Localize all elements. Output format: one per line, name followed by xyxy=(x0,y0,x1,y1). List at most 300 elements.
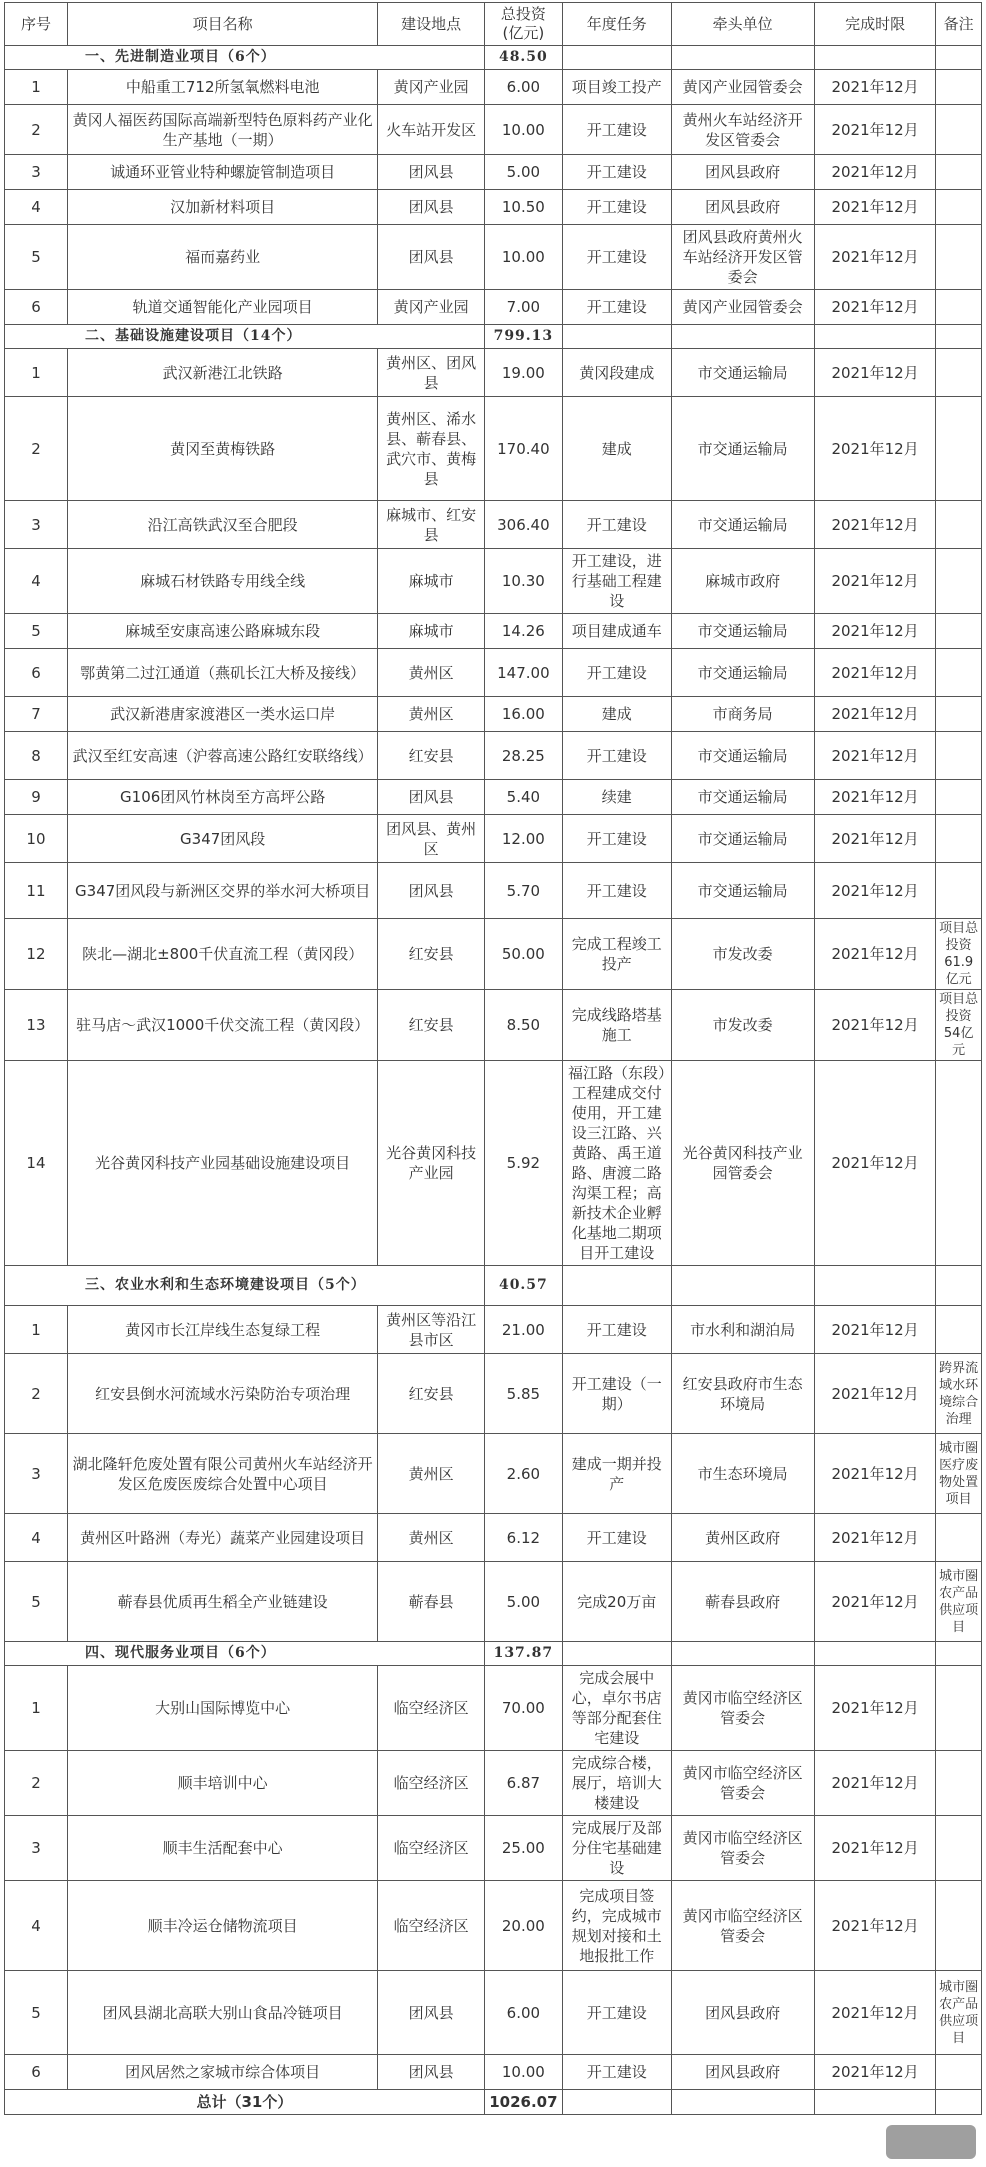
annual-task: 建成 xyxy=(562,397,671,501)
annual-task: 开工建设 xyxy=(562,190,671,225)
empty-cell xyxy=(936,46,982,70)
row-number: 1 xyxy=(5,1666,68,1751)
empty-cell xyxy=(671,1642,814,1666)
lead-unit: 市水利和湖泊局 xyxy=(671,1306,814,1354)
table-row xyxy=(5,105,982,155)
deadline: 2021年12月 xyxy=(814,697,936,732)
project-investment: 16.00 xyxy=(484,697,562,732)
section-title: 二、基础设施建设项目（14个） xyxy=(5,325,485,349)
row-number: 4 xyxy=(5,190,68,225)
row-number: 4 xyxy=(5,1514,68,1562)
project-name: 汉加新材料项目 xyxy=(67,190,377,225)
project-name: G347团风段与新洲区交界的举水河大桥项目 xyxy=(67,863,377,919)
annual-task: 完成工程竣工投产 xyxy=(562,919,671,990)
project-location: 团风县 xyxy=(378,225,484,290)
lead-unit: 市交通运输局 xyxy=(671,501,814,549)
project-investment: 10.00 xyxy=(484,225,562,290)
lead-unit: 市交通运输局 xyxy=(671,863,814,919)
deadline: 2021年12月 xyxy=(814,1562,936,1642)
deadline: 2021年12月 xyxy=(814,225,936,290)
project-location: 光谷黄冈科技产业园 xyxy=(378,1061,484,1266)
project-location: 黄冈产业园 xyxy=(378,70,484,105)
project-location: 红安县 xyxy=(378,732,484,780)
table-row xyxy=(5,1562,982,1642)
lead-unit: 光谷黄冈科技产业园管委会 xyxy=(671,1061,814,1266)
project-name: 红安县倒水河流域水污染防治专项治理 xyxy=(67,1354,377,1434)
project-location: 黄州区等沿江县市区 xyxy=(378,1306,484,1354)
lead-unit: 团风县政府黄州火车站经济开发区管委会 xyxy=(671,225,814,290)
section-header-row xyxy=(5,46,982,70)
annual-task: 开工建设 xyxy=(562,1306,671,1354)
annual-task: 项目竣工投产 xyxy=(562,70,671,105)
empty-cell xyxy=(671,1266,814,1306)
lead-unit: 黄冈市临空经济区管委会 xyxy=(671,1666,814,1751)
project-investment: 7.00 xyxy=(484,290,562,325)
row-number: 14 xyxy=(5,1061,68,1266)
row-number: 6 xyxy=(5,290,68,325)
row-number: 6 xyxy=(5,2055,68,2090)
project-investment: 10.00 xyxy=(484,2055,562,2090)
deadline: 2021年12月 xyxy=(814,614,936,649)
table-row xyxy=(5,697,982,732)
row-number: 3 xyxy=(5,1816,68,1881)
project-name: 武汉新港江北铁路 xyxy=(67,349,377,397)
col-header-name: 项目名称 xyxy=(67,3,377,46)
project-name: 沿江高铁武汉至合肥段 xyxy=(67,501,377,549)
annual-task: 开工建设 xyxy=(562,2055,671,2090)
lead-unit: 市交通运输局 xyxy=(671,397,814,501)
project-name: 陕北—湖北±800千伏直流工程（黄冈段） xyxy=(67,919,377,990)
deadline: 2021年12月 xyxy=(814,501,936,549)
remark xyxy=(936,614,982,649)
remark: 城市圈农产品供应项目 xyxy=(936,1562,982,1642)
table-row xyxy=(5,290,982,325)
table-row xyxy=(5,1354,982,1434)
project-investment: 6.12 xyxy=(484,1514,562,1562)
table-row xyxy=(5,990,982,1061)
remark xyxy=(936,863,982,919)
annual-task: 建成一期并投产 xyxy=(562,1434,671,1514)
section-header-row xyxy=(5,1642,982,1666)
annual-task: 福江路（东段）工程建成交付使用，开工建设三江路、兴黄路、禹王道路、唐渡二路沟渠工程；高新技术企业孵化基地二期项目开工建设 xyxy=(562,1061,671,1266)
deadline: 2021年12月 xyxy=(814,70,936,105)
project-location: 团风县 xyxy=(378,190,484,225)
watermark-logo xyxy=(886,2125,976,2159)
remark xyxy=(936,190,982,225)
annual-task: 开工建设 xyxy=(562,732,671,780)
project-location: 黄州区、浠水县、蕲春县、武穴市、黄梅县 xyxy=(378,397,484,501)
col-header-task: 年度任务 xyxy=(562,3,671,46)
project-investment: 6.00 xyxy=(484,1971,562,2055)
total-row xyxy=(5,2090,982,2115)
remark xyxy=(936,815,982,863)
total-label: 总计（31个） xyxy=(5,2090,485,2115)
project-location: 红安县 xyxy=(378,919,484,990)
table-row xyxy=(5,501,982,549)
row-number: 6 xyxy=(5,649,68,697)
project-name: 顺丰冷运仓储物流项目 xyxy=(67,1881,377,1971)
project-investment: 5.40 xyxy=(484,780,562,815)
annual-task: 续建 xyxy=(562,780,671,815)
row-number: 11 xyxy=(5,863,68,919)
empty-cell xyxy=(814,2090,936,2115)
lead-unit: 黄州火车站经济开发区管委会 xyxy=(671,105,814,155)
annual-task: 开工建设 xyxy=(562,1971,671,2055)
project-location: 黄州区 xyxy=(378,1434,484,1514)
section-investment: 137.87 xyxy=(484,1642,562,1666)
table-row xyxy=(5,780,982,815)
project-location: 麻城市 xyxy=(378,614,484,649)
row-number: 2 xyxy=(5,397,68,501)
deadline: 2021年12月 xyxy=(814,1354,936,1434)
project-investment: 5.85 xyxy=(484,1354,562,1434)
table-row xyxy=(5,349,982,397)
project-name: 黄冈人福医药国际高端新型特色原料药产业化生产基地（一期） xyxy=(67,105,377,155)
table-row xyxy=(5,1514,982,1562)
table-row xyxy=(5,919,982,990)
project-investment: 21.00 xyxy=(484,1306,562,1354)
remark xyxy=(936,155,982,190)
row-number: 1 xyxy=(5,1306,68,1354)
table-row xyxy=(5,1751,982,1816)
project-name: 轨道交通智能化产业园项目 xyxy=(67,290,377,325)
annual-task: 开工建设 xyxy=(562,225,671,290)
row-number: 5 xyxy=(5,1971,68,2055)
empty-cell xyxy=(936,1266,982,1306)
remark xyxy=(936,290,982,325)
table-row xyxy=(5,1971,982,2055)
project-name: 顺丰生活配套中心 xyxy=(67,1816,377,1881)
deadline: 2021年12月 xyxy=(814,919,936,990)
annual-task: 开工建设 xyxy=(562,815,671,863)
remark: 跨界流域水环境综合治理 xyxy=(936,1354,982,1434)
annual-task: 开工建设 xyxy=(562,105,671,155)
lead-unit: 市发改委 xyxy=(671,990,814,1061)
remark xyxy=(936,1816,982,1881)
section-title: 四、现代服务业项目（6个） xyxy=(5,1642,485,1666)
remark xyxy=(936,732,982,780)
table-row xyxy=(5,1666,982,1751)
annual-task: 完成线路塔基施工 xyxy=(562,990,671,1061)
row-number: 5 xyxy=(5,225,68,290)
remark xyxy=(936,397,982,501)
row-number: 5 xyxy=(5,1562,68,1642)
project-table xyxy=(4,2,982,2115)
project-location: 麻城市、红安县 xyxy=(378,501,484,549)
deadline: 2021年12月 xyxy=(814,1816,936,1881)
empty-cell xyxy=(814,325,936,349)
remark: 城市圈农产品供应项目 xyxy=(936,1971,982,2055)
remark xyxy=(936,549,982,614)
annual-task: 完成20万亩 xyxy=(562,1562,671,1642)
remark xyxy=(936,2055,982,2090)
row-number: 2 xyxy=(5,105,68,155)
project-name: G106团风竹林岗至方高坪公路 xyxy=(67,780,377,815)
project-location: 临空经济区 xyxy=(378,1666,484,1751)
row-number: 3 xyxy=(5,1434,68,1514)
empty-cell xyxy=(936,2090,982,2115)
project-investment: 306.40 xyxy=(484,501,562,549)
lead-unit: 黄州区政府 xyxy=(671,1514,814,1562)
lead-unit: 麻城市政府 xyxy=(671,549,814,614)
annual-task: 开工建设 xyxy=(562,155,671,190)
section-investment: 40.57 xyxy=(484,1266,562,1306)
empty-cell xyxy=(671,2090,814,2115)
deadline: 2021年12月 xyxy=(814,1881,936,1971)
remark xyxy=(936,1514,982,1562)
project-investment: 5.00 xyxy=(484,155,562,190)
lead-unit: 市交通运输局 xyxy=(671,349,814,397)
project-location: 红安县 xyxy=(378,990,484,1061)
project-investment: 147.00 xyxy=(484,649,562,697)
annual-task: 建成 xyxy=(562,697,671,732)
row-number: 10 xyxy=(5,815,68,863)
row-number: 3 xyxy=(5,501,68,549)
lead-unit: 团风县政府 xyxy=(671,1971,814,2055)
project-location: 临空经济区 xyxy=(378,1816,484,1881)
row-number: 4 xyxy=(5,1881,68,1971)
remark xyxy=(936,649,982,697)
col-header-investment: 总投资 (亿元) xyxy=(484,3,562,46)
project-investment: 6.87 xyxy=(484,1751,562,1816)
deadline: 2021年12月 xyxy=(814,105,936,155)
annual-task: 完成综合楼，展厅，培训大楼建设 xyxy=(562,1751,671,1816)
project-location: 黄州区 xyxy=(378,649,484,697)
project-name: 武汉至红安高速（沪蓉高速公路红安联络线） xyxy=(67,732,377,780)
project-location: 团风县 xyxy=(378,863,484,919)
project-name: 福而嘉药业 xyxy=(67,225,377,290)
remark xyxy=(936,1061,982,1266)
project-investment: 5.00 xyxy=(484,1562,562,1642)
project-investment: 6.00 xyxy=(484,70,562,105)
deadline: 2021年12月 xyxy=(814,990,936,1061)
lead-unit: 市交通运输局 xyxy=(671,649,814,697)
project-name: 大别山国际博览中心 xyxy=(67,1666,377,1751)
project-investment: 14.26 xyxy=(484,614,562,649)
project-investment: 12.00 xyxy=(484,815,562,863)
project-location: 麻城市 xyxy=(378,549,484,614)
remark: 项目总投资54亿元 xyxy=(936,990,982,1061)
annual-task: 开工建设，进行基础工程建设 xyxy=(562,549,671,614)
project-investment: 5.92 xyxy=(484,1061,562,1266)
remark xyxy=(936,1881,982,1971)
project-location: 团风县 xyxy=(378,2055,484,2090)
project-investment: 70.00 xyxy=(484,1666,562,1751)
project-location: 黄州区、团风县 xyxy=(378,349,484,397)
deadline: 2021年12月 xyxy=(814,1971,936,2055)
remark xyxy=(936,501,982,549)
row-number: 1 xyxy=(5,349,68,397)
lead-unit: 市商务局 xyxy=(671,697,814,732)
project-investment: 5.70 xyxy=(484,863,562,919)
table-row xyxy=(5,1881,982,1971)
empty-cell xyxy=(671,325,814,349)
annual-task: 黄冈段建成 xyxy=(562,349,671,397)
annual-task: 开工建设（一期） xyxy=(562,1354,671,1434)
col-header-deadline: 完成时限 xyxy=(814,3,936,46)
annual-task: 完成项目签约，完成城市规划对接和土地报批工作 xyxy=(562,1881,671,1971)
row-number: 3 xyxy=(5,155,68,190)
row-number: 5 xyxy=(5,614,68,649)
project-name: 团风居然之家城市综合体项目 xyxy=(67,2055,377,2090)
row-number: 13 xyxy=(5,990,68,1061)
lead-unit: 市发改委 xyxy=(671,919,814,990)
project-name: 武汉新港唐家渡港区一类水运口岸 xyxy=(67,697,377,732)
lead-unit: 蕲春县政府 xyxy=(671,1562,814,1642)
project-name: 麻城至安康高速公路麻城东段 xyxy=(67,614,377,649)
table-row xyxy=(5,1306,982,1354)
project-investment: 10.00 xyxy=(484,105,562,155)
remark xyxy=(936,1306,982,1354)
empty-cell xyxy=(814,1266,936,1306)
table-row xyxy=(5,1816,982,1881)
project-investment: 8.50 xyxy=(484,990,562,1061)
empty-cell xyxy=(814,46,936,70)
empty-cell xyxy=(562,1642,671,1666)
row-number: 12 xyxy=(5,919,68,990)
col-header-note: 备注 xyxy=(936,3,982,46)
project-location: 团风县 xyxy=(378,780,484,815)
table-row xyxy=(5,649,982,697)
deadline: 2021年12月 xyxy=(814,863,936,919)
deadline: 2021年12月 xyxy=(814,549,936,614)
project-location: 团风县 xyxy=(378,1971,484,2055)
table-row xyxy=(5,614,982,649)
project-name: 麻城石材铁路专用线全线 xyxy=(67,549,377,614)
project-name: 黄冈至黄梅铁路 xyxy=(67,397,377,501)
project-investment: 2.60 xyxy=(484,1434,562,1514)
project-investment: 28.25 xyxy=(484,732,562,780)
table-header-row xyxy=(5,3,982,46)
project-name: 驻马店～武汉1000千伏交流工程（黄冈段） xyxy=(67,990,377,1061)
table-row xyxy=(5,190,982,225)
deadline: 2021年12月 xyxy=(814,1306,936,1354)
project-location: 黄冈产业园 xyxy=(378,290,484,325)
empty-cell xyxy=(562,1266,671,1306)
table-row xyxy=(5,70,982,105)
annual-task: 开工建设 xyxy=(562,290,671,325)
lead-unit: 团风县政府 xyxy=(671,155,814,190)
remark xyxy=(936,1666,982,1751)
project-name: 黄冈市长江岸线生态复绿工程 xyxy=(67,1306,377,1354)
project-name: 团风县湖北高联大别山食品冷链项目 xyxy=(67,1971,377,2055)
empty-cell xyxy=(562,325,671,349)
table-row xyxy=(5,397,982,501)
project-name: 鄂黄第二过江通道（燕矶长江大桥及接线） xyxy=(67,649,377,697)
deadline: 2021年12月 xyxy=(814,349,936,397)
remark xyxy=(936,105,982,155)
project-location: 临空经济区 xyxy=(378,1751,484,1816)
annual-task: 开工建设 xyxy=(562,649,671,697)
empty-cell xyxy=(671,46,814,70)
remark xyxy=(936,225,982,290)
lead-unit: 市交通运输局 xyxy=(671,732,814,780)
row-number: 4 xyxy=(5,549,68,614)
lead-unit: 市交通运输局 xyxy=(671,815,814,863)
table-row xyxy=(5,155,982,190)
col-header-lead: 牵头单位 xyxy=(671,3,814,46)
project-name: 诚通环亚管业特种螺旋管制造项目 xyxy=(67,155,377,190)
lead-unit: 团风县政府 xyxy=(671,190,814,225)
project-investment: 20.00 xyxy=(484,1881,562,1971)
table-row xyxy=(5,815,982,863)
deadline: 2021年12月 xyxy=(814,190,936,225)
project-investment: 10.50 xyxy=(484,190,562,225)
empty-cell xyxy=(936,1642,982,1666)
project-location: 黄州区 xyxy=(378,1514,484,1562)
table-row xyxy=(5,549,982,614)
annual-task: 开工建设 xyxy=(562,1514,671,1562)
annual-task: 完成展厅及部分住宅基础建设 xyxy=(562,1816,671,1881)
lead-unit: 黄冈产业园管委会 xyxy=(671,290,814,325)
lead-unit: 红安县政府市生态环境局 xyxy=(671,1354,814,1434)
total-investment: 1026.07 xyxy=(484,2090,562,2115)
project-name: 光谷黄冈科技产业园基础设施建设项目 xyxy=(67,1061,377,1266)
lead-unit: 黄冈市临空经济区管委会 xyxy=(671,1816,814,1881)
deadline: 2021年12月 xyxy=(814,732,936,780)
deadline: 2021年12月 xyxy=(814,815,936,863)
project-location: 临空经济区 xyxy=(378,1881,484,1971)
table-row xyxy=(5,732,982,780)
section-investment: 48.50 xyxy=(484,46,562,70)
deadline: 2021年12月 xyxy=(814,2055,936,2090)
row-number: 2 xyxy=(5,1751,68,1816)
annual-task: 项目建成通车 xyxy=(562,614,671,649)
remark: 城市圈医疗废物处置项目 xyxy=(936,1434,982,1514)
project-name: 蕲春县优质再生稻全产业链建设 xyxy=(67,1562,377,1642)
row-number: 2 xyxy=(5,1354,68,1434)
section-title: 三、农业水利和生态环境建设项目（5个） xyxy=(5,1266,485,1306)
section-investment: 799.13 xyxy=(484,325,562,349)
table-row xyxy=(5,225,982,290)
empty-cell xyxy=(562,2090,671,2115)
project-investment: 10.30 xyxy=(484,549,562,614)
lead-unit: 团风县政府 xyxy=(671,2055,814,2090)
lead-unit: 黄冈市临空经济区管委会 xyxy=(671,1881,814,1971)
empty-cell xyxy=(562,46,671,70)
row-number: 9 xyxy=(5,780,68,815)
deadline: 2021年12月 xyxy=(814,1514,936,1562)
table-row xyxy=(5,2055,982,2090)
col-header-location: 建设地点 xyxy=(378,3,484,46)
lead-unit: 黄冈产业园管委会 xyxy=(671,70,814,105)
table-row xyxy=(5,863,982,919)
lead-unit: 黄冈市临空经济区管委会 xyxy=(671,1751,814,1816)
row-number: 1 xyxy=(5,70,68,105)
deadline: 2021年12月 xyxy=(814,1666,936,1751)
annual-task: 完成会展中心，卓尔书店等部分配套住宅建设 xyxy=(562,1666,671,1751)
project-location: 黄州区 xyxy=(378,697,484,732)
project-location: 团风县、黄州区 xyxy=(378,815,484,863)
col-header-no: 序号 xyxy=(5,3,68,46)
deadline: 2021年12月 xyxy=(814,155,936,190)
remark xyxy=(936,70,982,105)
project-investment: 170.40 xyxy=(484,397,562,501)
remark xyxy=(936,697,982,732)
project-name: 中船重工712所氢氧燃料电池 xyxy=(67,70,377,105)
lead-unit: 市交通运输局 xyxy=(671,614,814,649)
project-location: 火车站开发区 xyxy=(378,105,484,155)
project-investment: 19.00 xyxy=(484,349,562,397)
deadline: 2021年12月 xyxy=(814,397,936,501)
project-name: 黄州区叶路洲（寿光）蔬菜产业园建设项目 xyxy=(67,1514,377,1562)
deadline: 2021年12月 xyxy=(814,649,936,697)
project-location: 蕲春县 xyxy=(378,1562,484,1642)
section-header-row xyxy=(5,1266,982,1306)
section-header-row xyxy=(5,325,982,349)
project-name: 湖北隆轩危废处置有限公司黄州火车站经济开发区危废医废综合处置中心项目 xyxy=(67,1434,377,1514)
project-investment: 50.00 xyxy=(484,919,562,990)
